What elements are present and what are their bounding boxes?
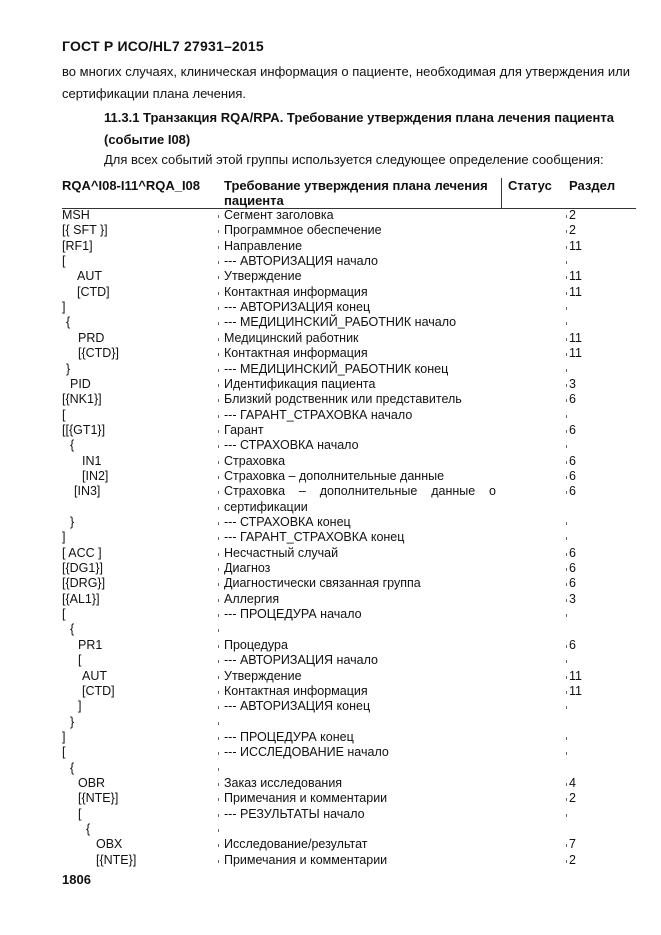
segment-section: 2 [569,208,576,222]
column-marker [566,583,567,586]
column-marker [566,752,567,755]
table-row [0,500,661,515]
column-marker [218,246,219,249]
column-marker [566,676,567,679]
table-row [0,469,661,484]
section-title: 11.3.1 Транзакция RQA/RPA. Требование утверждения плана лечения пациента (событие I08) [104,110,614,147]
column-marker [566,399,567,402]
column-marker [218,322,219,325]
segment-description: --- ПРОЦЕДУРА конец [224,729,354,744]
segment-description: --- СТРАХОВКА конец [224,515,351,529]
segment-section: 4 [569,775,576,790]
table-row [0,638,661,653]
segment-section: 2 [569,223,576,238]
column-marker [566,384,567,387]
column-marker [218,660,219,663]
column-marker [566,215,567,218]
segment-description: Медицинский работник [224,330,359,345]
table-row [0,362,661,377]
column-marker [566,691,567,694]
segment-description: Утверждение [224,269,302,284]
col-header-status: Статус [508,178,552,193]
segment-code: [{CTD}] [78,346,119,361]
column-marker [566,445,567,448]
segment-section: 6 [569,561,576,576]
segment-description: Страховка [224,453,286,468]
segment-description: --- ИССЛЕДОВАНИЕ начало [224,745,389,760]
col-header-description [224,178,488,208]
column-marker [218,553,219,556]
table-row [0,346,661,361]
column-marker [566,706,567,709]
column-marker [218,215,219,218]
column-marker [218,338,219,341]
segment-section: 11 [569,668,582,683]
table-row [0,515,661,530]
segment-code: { [66,315,71,330]
column-marker [566,860,567,863]
segment-code: { [70,622,75,637]
table-row [0,561,661,576]
section-intro: Для всех событий этой группы используется следующее определение сообщения: [104,152,604,167]
table-row [0,408,661,423]
column-marker [218,430,219,433]
column-marker [218,522,219,525]
column-marker [218,829,219,832]
table-row [0,684,661,699]
column-marker [218,629,219,632]
table-row [0,377,661,392]
header-divider [501,178,502,208]
segment-description: Контактная информация [224,284,368,299]
segment-code: } [66,361,71,376]
segment-section: 6 [569,422,576,437]
table-row [0,454,661,469]
segment-description: --- МЕДИЦИНСКИЙ_РАБОТНИК конец [224,361,449,376]
column-marker [218,798,219,801]
page-number: 1806 [62,872,91,887]
column-marker [218,307,219,310]
segment-section: 3 [569,591,576,606]
segment-code: OBR [78,775,106,790]
segment-code: [{NK1}] [62,392,102,407]
table-row [0,837,661,852]
column-marker [566,430,567,433]
column-marker [566,230,567,233]
col-header-section: Раздел [569,178,616,193]
col-header-description-line1: Требование утверждения плана лечения [224,178,488,193]
column-marker [566,814,567,817]
segment-section: 11 [569,284,582,299]
column-marker [566,369,567,372]
segment-code: [{NTE}] [78,791,119,806]
column-marker [218,737,219,740]
column-marker [566,415,567,418]
segment-description: Страховка – дополнительные данные [224,468,445,483]
segment-description: Заказ исследования [224,775,343,790]
col-header-description-line2: пациента [224,193,284,208]
column-marker [566,568,567,571]
segment-code: ] [62,300,66,315]
segment-code: PRD [78,330,105,345]
segment-section: 6 [569,453,576,468]
table-row [0,484,661,499]
column-marker [218,537,219,540]
segment-description: Аллергия [224,591,280,606]
segment-code: PR1 [78,637,103,652]
column-marker [218,645,219,648]
table-row [0,208,661,223]
column-marker [566,798,567,801]
segment-code: } [70,515,75,529]
column-marker [566,537,567,540]
segment-code: [IN2] [82,468,109,483]
column-marker [218,722,219,725]
segment-code: PID [70,376,91,391]
segment-description: Несчастный случай [224,545,339,560]
segment-section: 11 [569,683,582,698]
column-marker [218,599,219,602]
column-marker [218,415,219,418]
segment-code: [CTD] [77,284,110,299]
column-marker [566,353,567,356]
column-marker [566,461,567,464]
column-marker [218,583,219,586]
segment-code: [ [78,653,82,668]
column-marker [566,614,567,617]
segment-section: 6 [569,576,576,591]
table-row [0,546,661,561]
segment-code: [{NTE}] [96,852,137,867]
column-marker [218,461,219,464]
segment-description: --- ГАРАНТ_СТРАХОВКА начало [224,407,413,422]
table-row [0,653,661,668]
column-marker [218,399,219,402]
segment-code: [{DG1}] [62,561,103,576]
table-row [0,776,661,791]
column-marker [218,814,219,817]
column-marker [218,276,219,279]
segment-code: [ [62,407,66,422]
column-marker [218,369,219,372]
segment-code: [{AL1}] [62,591,100,606]
segment-description: --- СТРАХОВКА начало [224,438,359,453]
table-row [0,669,661,684]
table-row [0,761,661,776]
column-marker [566,246,567,249]
column-marker [218,568,219,571]
segment-code: [ [78,806,82,821]
segment-description: Гарант [224,422,264,437]
column-marker [566,599,567,602]
segment-code: [ ACC ] [62,545,102,560]
segment-section: 6 [569,484,576,499]
segment-code: [[{GT1}] [62,422,106,437]
document-header: ГОСТ Р ИСО/HL7 27931–2015 [62,38,264,54]
table-row [0,822,661,837]
segment-description: Сегмент заголовка [224,208,334,222]
table-row [0,853,661,868]
table-row [0,607,661,622]
table-row [0,699,661,714]
table-row [0,530,661,545]
segment-section: 11 [569,346,582,361]
column-marker [218,384,219,387]
column-marker [218,292,219,295]
column-marker [218,783,219,786]
column-marker [218,691,219,694]
column-marker [218,614,219,617]
column-marker [566,322,567,325]
column-marker [218,491,219,494]
segment-code: AUT [77,269,102,284]
column-marker [218,752,219,755]
segment-description: --- ПРОЦЕДУРА начало [224,607,362,622]
column-marker [218,507,219,510]
segment-description: --- РЕЗУЛЬТАТЫ начало [224,806,365,821]
segment-description: сертификации [224,499,308,514]
segment-code: AUT [82,668,107,683]
segment-description: Контактная информация [224,346,368,361]
segment-section: 6 [569,545,576,560]
segment-section: 6 [569,392,576,407]
table-row [0,223,661,238]
table-row [0,438,661,453]
table-row [0,592,661,607]
segment-section: 11 [569,330,582,345]
table-row [0,331,661,346]
table-row [0,745,661,760]
column-marker [566,844,567,847]
segment-code: MSH [62,208,90,222]
table-row [0,807,661,822]
segment-code: [ [62,607,66,622]
segment-code: ] [62,530,66,545]
segment-description: --- АВТОРИЗАЦИЯ конец [224,300,371,315]
segment-code: [CTD] [82,683,115,698]
table-row [0,254,661,269]
segment-description: Примечания и комментарии [224,791,388,806]
column-marker [566,276,567,279]
segment-code: OBX [96,837,123,852]
column-marker [566,783,567,786]
segment-section: 6 [569,468,576,483]
segment-section: 11 [569,269,582,284]
segment-description: Идентификация пациента [224,376,376,391]
column-marker [566,261,567,264]
table-row [0,315,661,330]
intro-paragraph: во многих случаях, клиническая информация о пациенте, необходимая для утверждения или сертификации плана лечения. [62,64,630,101]
segment-description: Направление [224,238,303,253]
column-marker [566,491,567,494]
column-marker [218,230,219,233]
segment-section: 6 [569,637,576,652]
table-row [0,730,661,745]
column-marker [218,445,219,448]
segment-code: { [70,438,75,453]
column-marker [566,476,567,479]
segment-description: --- АВТОРИЗАЦИЯ начало [224,653,378,668]
column-marker [218,353,219,356]
table-row [0,576,661,591]
table-row [0,269,661,284]
segment-section: 2 [569,791,576,806]
segment-description: Диагноз [224,561,271,576]
segment-code: [ [62,254,66,269]
segment-description: Исследование/результат [224,837,368,852]
column-marker [218,476,219,479]
table-row [0,392,661,407]
segment-description: Программное обеспечение [224,223,382,238]
segment-code: IN1 [82,453,102,468]
segment-section: 2 [569,852,576,867]
segment-code: { [86,822,91,836]
segment-code: } [70,714,75,729]
segment-code: { [70,760,75,775]
column-marker [218,261,219,264]
column-marker [218,844,219,847]
table-row [0,423,661,438]
table-row [0,622,661,637]
table-row [0,300,661,315]
column-marker [218,860,219,863]
segment-description: Примечания и комментарии [224,852,388,867]
segment-section: 7 [569,837,576,852]
column-marker [566,307,567,310]
table-row [0,285,661,300]
segment-section: 11 [569,238,582,253]
segment-description: Страховка – дополнительные данные о [224,484,496,499]
segment-description: Утверждение [224,668,302,683]
segment-description: --- АВТОРИЗАЦИЯ конец [224,699,371,714]
segment-description: --- ГАРАНТ_СТРАХОВКА конец [224,530,405,545]
table-row [0,715,661,730]
column-marker [566,660,567,663]
col-header-message: RQA^I08-I11^RQA_I08 [62,178,201,193]
table-row [0,791,661,806]
segment-code: ] [62,729,66,744]
segment-code: [ [62,745,66,760]
column-marker [566,737,567,740]
column-marker [566,522,567,525]
segment-code: [RF1] [62,238,93,253]
segment-description: Диагностически связанная группа [224,576,421,591]
segment-description: Процедура [224,637,288,652]
segment-section: 3 [569,376,576,391]
segment-code: [{ SFT }] [62,223,108,238]
column-marker [566,645,567,648]
segment-code: ] [78,699,82,714]
segment-code: [{DRG}] [62,576,106,591]
segment-description: --- АВТОРИЗАЦИЯ начало [224,254,378,269]
column-marker [218,706,219,709]
column-marker [566,292,567,295]
column-marker [566,553,567,556]
segment-description: --- МЕДИЦИНСКИЙ_РАБОТНИК начало [224,315,457,330]
column-marker [218,768,219,771]
table-row [0,239,661,254]
segment-code: [IN3] [74,484,101,499]
column-marker [566,338,567,341]
segment-description: Близкий родственник или представитель [224,392,462,407]
segment-description: Контактная информация [224,683,368,698]
column-marker [218,676,219,679]
